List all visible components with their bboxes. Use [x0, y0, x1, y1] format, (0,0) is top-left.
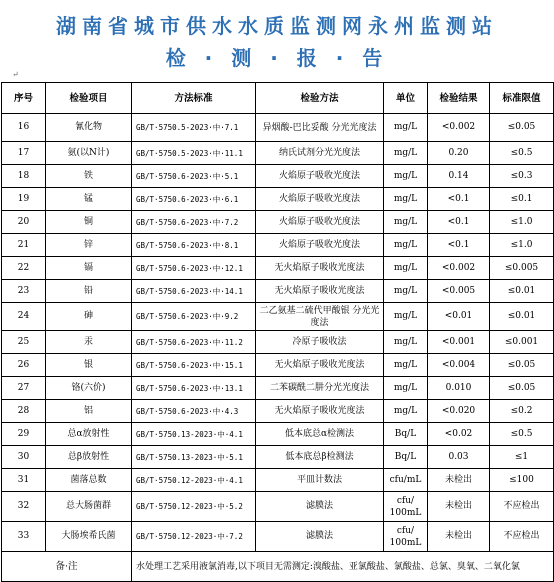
row-item: 铁 — [46, 165, 132, 188]
row-method: 二乙氨基二硫代甲酸银 分光光度法 — [256, 303, 384, 331]
table-row — [2, 354, 554, 377]
row-result: <0.020 — [428, 400, 490, 423]
row-limit: 不应检出 — [490, 492, 554, 522]
row-item: 菌落总数 — [46, 469, 132, 492]
row-item: 铬(六价) — [46, 377, 132, 400]
row-unit: cfu/mL — [384, 469, 428, 492]
row-item: 镉 — [46, 257, 132, 280]
table-header-row — [2, 83, 554, 114]
row-result: 未检出 — [428, 469, 490, 492]
row-limit: ≤100 — [490, 469, 554, 492]
row-item: 锰 — [46, 188, 132, 211]
row-standard: GB/T·5750.6-2023·中·5.1 — [132, 165, 256, 188]
row-result: <0.001 — [428, 331, 490, 354]
row-result: 0.20 — [428, 142, 490, 165]
paragraph-mark: ↵ — [12, 70, 19, 79]
row-unit: mg/L — [384, 303, 428, 331]
row-method: 无火焰原子吸收光度法 — [256, 280, 384, 303]
row-item: 铝 — [46, 400, 132, 423]
row-no: 24 — [2, 303, 46, 331]
row-standard: GB/T·5750.6-2023·中·4.3 — [132, 400, 256, 423]
row-method: 无火焰原子吸收光度法 — [256, 400, 384, 423]
header-no: 序号 — [2, 83, 46, 114]
table-row — [2, 114, 554, 142]
row-no: 26 — [2, 354, 46, 377]
row-unit: cfu/ 100mL — [384, 522, 428, 552]
row-result: <0.1 — [428, 188, 490, 211]
row-standard: GB/T·5750.6-2023·中·8.1 — [132, 234, 256, 257]
row-method: 低本底总β检测法 — [256, 446, 384, 469]
table-row — [2, 469, 554, 492]
row-standard: GB/T·5750.6-2023·中·11.2 — [132, 331, 256, 354]
row-limit: 不应检出 — [490, 522, 554, 552]
row-limit: ≤0.005 — [490, 257, 554, 280]
row-no: 28 — [2, 400, 46, 423]
header-method: 检验方法 — [256, 83, 384, 114]
row-method: 纳氏试剂分光光度法 — [256, 142, 384, 165]
header-unit: 单位 — [384, 83, 428, 114]
table-row — [2, 423, 554, 446]
row-result: 0.03 — [428, 446, 490, 469]
row-no: 30 — [2, 446, 46, 469]
row-method: 无火焰原子吸收光度法 — [256, 354, 384, 377]
row-no: 17 — [2, 142, 46, 165]
row-result: <0.02 — [428, 423, 490, 446]
table-row — [2, 400, 554, 423]
row-limit: ≤0.05 — [490, 354, 554, 377]
row-unit: mg/L — [384, 257, 428, 280]
row-unit: mg/L — [384, 377, 428, 400]
table-row — [2, 188, 554, 211]
note-label: 备·注 — [2, 552, 132, 582]
row-item: 锌 — [46, 234, 132, 257]
row-unit: mg/L — [384, 234, 428, 257]
note-text: 水处理工艺采用液氯消毒,以下项目无需测定:溴酸盐、亚氯酸盐、氯酸盐、总氯、臭氧、二氧化氯 — [132, 552, 554, 582]
row-limit: ≤0.01 — [490, 280, 554, 303]
row-limit: ≤0.5 — [490, 142, 554, 165]
row-limit: ≤0.1 — [490, 188, 554, 211]
row-item: 铜 — [46, 211, 132, 234]
row-result: <0.005 — [428, 280, 490, 303]
row-no: 29 — [2, 423, 46, 446]
row-limit: ≤0.001 — [490, 331, 554, 354]
row-standard: GB/T·5750.13-2023·中·5.1 — [132, 446, 256, 469]
row-method: 滤膜法 — [256, 522, 384, 552]
table-row — [2, 492, 554, 522]
row-item: 大肠埃希氏菌 — [46, 522, 132, 552]
row-method: 火焰原子吸收光度法 — [256, 165, 384, 188]
test-results-table — [1, 82, 554, 582]
row-method: 二苯碳酰二肼分光光度法 — [256, 377, 384, 400]
table-row — [2, 331, 554, 354]
table-row — [2, 165, 554, 188]
row-standard: GB/T·5750.5-2023·中·11.1 — [132, 142, 256, 165]
row-unit: mg/L — [384, 331, 428, 354]
row-unit: mg/L — [384, 188, 428, 211]
row-unit: mg/L — [384, 211, 428, 234]
header-limit: 标准限值 — [490, 83, 554, 114]
row-no: 22 — [2, 257, 46, 280]
row-standard: GB/T·5750.6-2023·中·14.1 — [132, 280, 256, 303]
row-limit: ≤1.0 — [490, 234, 554, 257]
row-item: 氰化物 — [46, 114, 132, 142]
table-row — [2, 280, 554, 303]
row-standard: GB/T·5750.6-2023·中·13.1 — [132, 377, 256, 400]
row-standard: GB/T·5750.6-2023·中·6.1 — [132, 188, 256, 211]
row-item: 总α放射性 — [46, 423, 132, 446]
row-unit: mg/L — [384, 114, 428, 142]
row-no: 32 — [2, 492, 46, 522]
row-limit: ≤1.0 — [490, 211, 554, 234]
row-limit: ≤1 — [490, 446, 554, 469]
row-unit: Bq/L — [384, 446, 428, 469]
row-item: 铅 — [46, 280, 132, 303]
row-method: 冷原子吸收法 — [256, 331, 384, 354]
row-no: 19 — [2, 188, 46, 211]
header-result: 检验结果 — [428, 83, 490, 114]
row-unit: Bq/L — [384, 423, 428, 446]
row-standard: GB/T·5750.5-2023·中·7.1 — [132, 114, 256, 142]
row-method: 滤膜法 — [256, 492, 384, 522]
row-unit: mg/L — [384, 280, 428, 303]
row-item: 砷 — [46, 303, 132, 331]
row-unit: mg/L — [384, 354, 428, 377]
header-item: 检验项目 — [46, 83, 132, 114]
row-item: 总大肠菌群 — [46, 492, 132, 522]
row-no: 21 — [2, 234, 46, 257]
row-standard: GB/T·5750.6-2023·中·7.2 — [132, 211, 256, 234]
table-row — [2, 303, 554, 331]
row-no: 33 — [2, 522, 46, 552]
row-no: 27 — [2, 377, 46, 400]
row-method: 异烟酸-巴比妥酸 分光光度法 — [256, 114, 384, 142]
row-result: 0.14 — [428, 165, 490, 188]
report-title-line1: 湖南省城市供水水质监测网永州监测站 — [56, 14, 498, 38]
table-row — [2, 257, 554, 280]
row-no: 18 — [2, 165, 46, 188]
row-method: 火焰原子吸收光度法 — [256, 211, 384, 234]
table-row — [2, 142, 554, 165]
row-unit: mg/L — [384, 400, 428, 423]
row-result: 未检出 — [428, 492, 490, 522]
row-result: <0.01 — [428, 303, 490, 331]
row-standard: GB/T·5750.12-2023·中·5.2 — [132, 492, 256, 522]
row-standard: GB/T·5750.12-2023·中·7.2 — [132, 522, 256, 552]
row-unit: mg/L — [384, 165, 428, 188]
row-no: 25 — [2, 331, 46, 354]
row-result: 0.010 — [428, 377, 490, 400]
row-no: 31 — [2, 469, 46, 492]
table-row — [2, 234, 554, 257]
row-limit: ≤0.2 — [490, 400, 554, 423]
table-row — [2, 522, 554, 552]
row-method: 火焰原子吸收光度法 — [256, 188, 384, 211]
row-item: 汞 — [46, 331, 132, 354]
row-standard: GB/T·5750.6-2023·中·9.2 — [132, 303, 256, 331]
report-title-line2: 检 · 测 · 报 · 告 — [165, 46, 389, 70]
row-result: <0.002 — [428, 114, 490, 142]
row-standard: GB/T·5750.13-2023·中·4.1 — [132, 423, 256, 446]
table-row — [2, 211, 554, 234]
table-row — [2, 377, 554, 400]
row-item: 氨(以N计) — [46, 142, 132, 165]
row-limit: ≤0.01 — [490, 303, 554, 331]
row-result: 未检出 — [428, 522, 490, 552]
row-limit: ≤0.05 — [490, 377, 554, 400]
row-result: <0.004 — [428, 354, 490, 377]
row-unit: mg/L — [384, 142, 428, 165]
row-method: 火焰原子吸收光度法 — [256, 234, 384, 257]
row-limit: ≤0.3 — [490, 165, 554, 188]
row-no: 20 — [2, 211, 46, 234]
row-result: <0.1 — [428, 234, 490, 257]
row-standard: GB/T·5750.6-2023·中·12.1 — [132, 257, 256, 280]
row-no: 16 — [2, 114, 46, 142]
table-row — [2, 446, 554, 469]
row-method: 低本底总α检测法 — [256, 423, 384, 446]
row-result: <0.002 — [428, 257, 490, 280]
header-standard: 方法标准 — [132, 83, 256, 114]
row-method: 平皿计数法 — [256, 469, 384, 492]
row-standard: GB/T·5750.6-2023·中·15.1 — [132, 354, 256, 377]
row-result: <0.1 — [428, 211, 490, 234]
row-item: 总β放射性 — [46, 446, 132, 469]
row-item: 银 — [46, 354, 132, 377]
note-row — [2, 552, 554, 582]
row-limit: ≤0.5 — [490, 423, 554, 446]
row-standard: GB/T·5750.12-2023·中·4.1 — [132, 469, 256, 492]
row-limit: ≤0.05 — [490, 114, 554, 142]
row-method: 无火焰原子吸收光度法 — [256, 257, 384, 280]
row-no: 23 — [2, 280, 46, 303]
row-unit: cfu/ 100mL — [384, 492, 428, 522]
